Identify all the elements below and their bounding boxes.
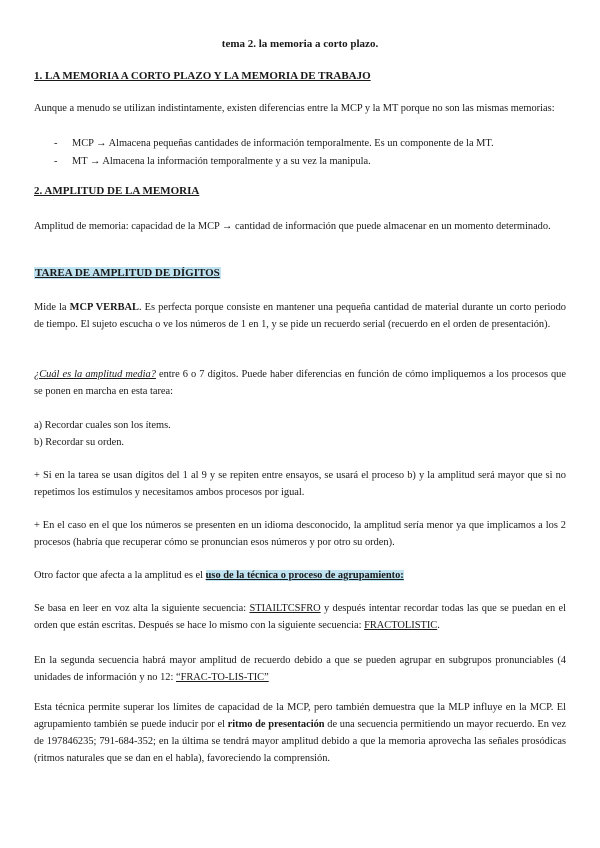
section-1-intro: Aunque a menudo se utilizan indistintamente, existen diferencias entre la MCP y la MT porque no son las mismas memorias:	[34, 103, 555, 114]
p6-sequence-2: FRACTOLISTIC	[364, 620, 438, 631]
p6-sequence-1: STIAILTCSFRO	[249, 603, 321, 614]
paragraph-mcp-verbal	[34, 299, 566, 333]
section-3-heading-text: TAREA DE AMPLITUD DE DÍGITOS	[35, 267, 220, 279]
paragraph-agrupamiento	[34, 567, 566, 584]
p6-text-e: .	[437, 620, 440, 631]
paragraph-idioma: + En el caso en el que los números se presenten en un idioma desconocido, la amplitud sería menor ya que implicamos a los 2 procesos (habría que recuperar cómo se pronuncian esos números y por otro su orden).	[34, 520, 566, 548]
p1-bold: MCP VERBAL	[69, 302, 139, 313]
list-item-mt-text: MT → Almacena la información temporalmente y a su vez la manipula.	[72, 156, 371, 167]
list-item-mcp-text: MCP → Almacena pequeñas cantidades de información temporalmente. Es un componente de la MT.	[72, 138, 494, 149]
document-title: tema 2. la memoria a corto plazo.	[221, 38, 379, 50]
p7-chunks: “FRAC-TO-LIS-TIC”	[175, 672, 269, 683]
p2-text: entre 6 o 7 dígitos. Puede haber diferencias en función de cómo impliquemos a los procesos que se ponen en marcha en esta tarea:	[34, 369, 566, 397]
paragraph-amplitud-media	[34, 366, 566, 400]
list-item-mt: - MT → Almacena la información temporalmente y a su vez la manipula.	[54, 156, 371, 167]
p1-text-a: Mide la	[34, 302, 70, 313]
list-item-mcp: - MCP → Almacena pequeñas cantidades de información temporalmente. Es un componente de la MT.	[54, 138, 494, 149]
p6-text-c: y después intentar recordar todas las que se puedan en el orden que están escritas. Después se hace lo mismo con la siguiente secuencia:	[34, 603, 566, 631]
p6-text-a: Se basa en leer en voz alta la siguiente secuencia:	[34, 603, 250, 614]
p2-question: ¿Cuál es la amplitud media?	[34, 369, 156, 380]
option-a: a) Recordar cuales son los ítems.	[34, 420, 171, 431]
p8-text-c: de una secuencia permitiendo un mayor recuerdo. En vez de 197846235; 791-684-352; en la última se tendrá mayor amplitud debido a que la memoria aprovecha las señales prosódicas (ritmos naturales que se dan en el habla), favoreciendo la comprensión.	[34, 719, 566, 764]
section-2-definition: Amplitud de memoria: capacidad de la MCP → cantidad de información que puede almacenar en un momento determinado.	[34, 221, 551, 232]
p5-text: Otro factor que afecta a la amplitud es el	[34, 570, 206, 581]
p5-highlight: uso de la técnica o proceso de agrupamiento:	[205, 570, 404, 581]
paragraph-segunda-secuencia	[34, 652, 566, 686]
p8-bold: ritmo de presentación	[227, 719, 325, 730]
paragraph-secuencia	[34, 600, 566, 634]
option-b: b) Recordar su orden.	[34, 437, 125, 448]
p8-text-a: Esta técnica permite superar los límites de capacidad de la MCP, pero también demuestra que la MLP influye en la MCP. El agrupamiento también se puede inducir por el	[34, 702, 566, 730]
paragraph-tecnica	[34, 699, 566, 767]
section-1-heading: 1. LA MEMORIA A CORTO PLAZO Y LA MEMORIA DE TRABAJO	[34, 70, 371, 82]
section-2-heading: 2. AMPLITUD DE LA MEMORIA	[34, 185, 200, 197]
paragraph-digitos: + Si en la tarea se usan dígitos del 1 al 9 y se repiten entre ensayos, se usará el proceso b) y la amplitud será mayor que si no repetimos los estímulos y necesitamos ambos procesos por igual.	[34, 470, 566, 498]
p7-text: En la segunda secuencia habrá mayor amplitud de recuerdo debido a que se pueden agrupar en subgrupos pronunciables (4 unidades de información y no 12:	[34, 655, 566, 683]
section-3-heading	[34, 267, 221, 279]
p1-text-c: . Es perfecta porque consiste en mantener una pequeña cantidad de material durante un corto periodo de tiempo. El sujeto escucha o ve los números de 1 en 1, y se pide un recuerdo serial (recuerdo en el orden de presentación).	[34, 302, 566, 330]
